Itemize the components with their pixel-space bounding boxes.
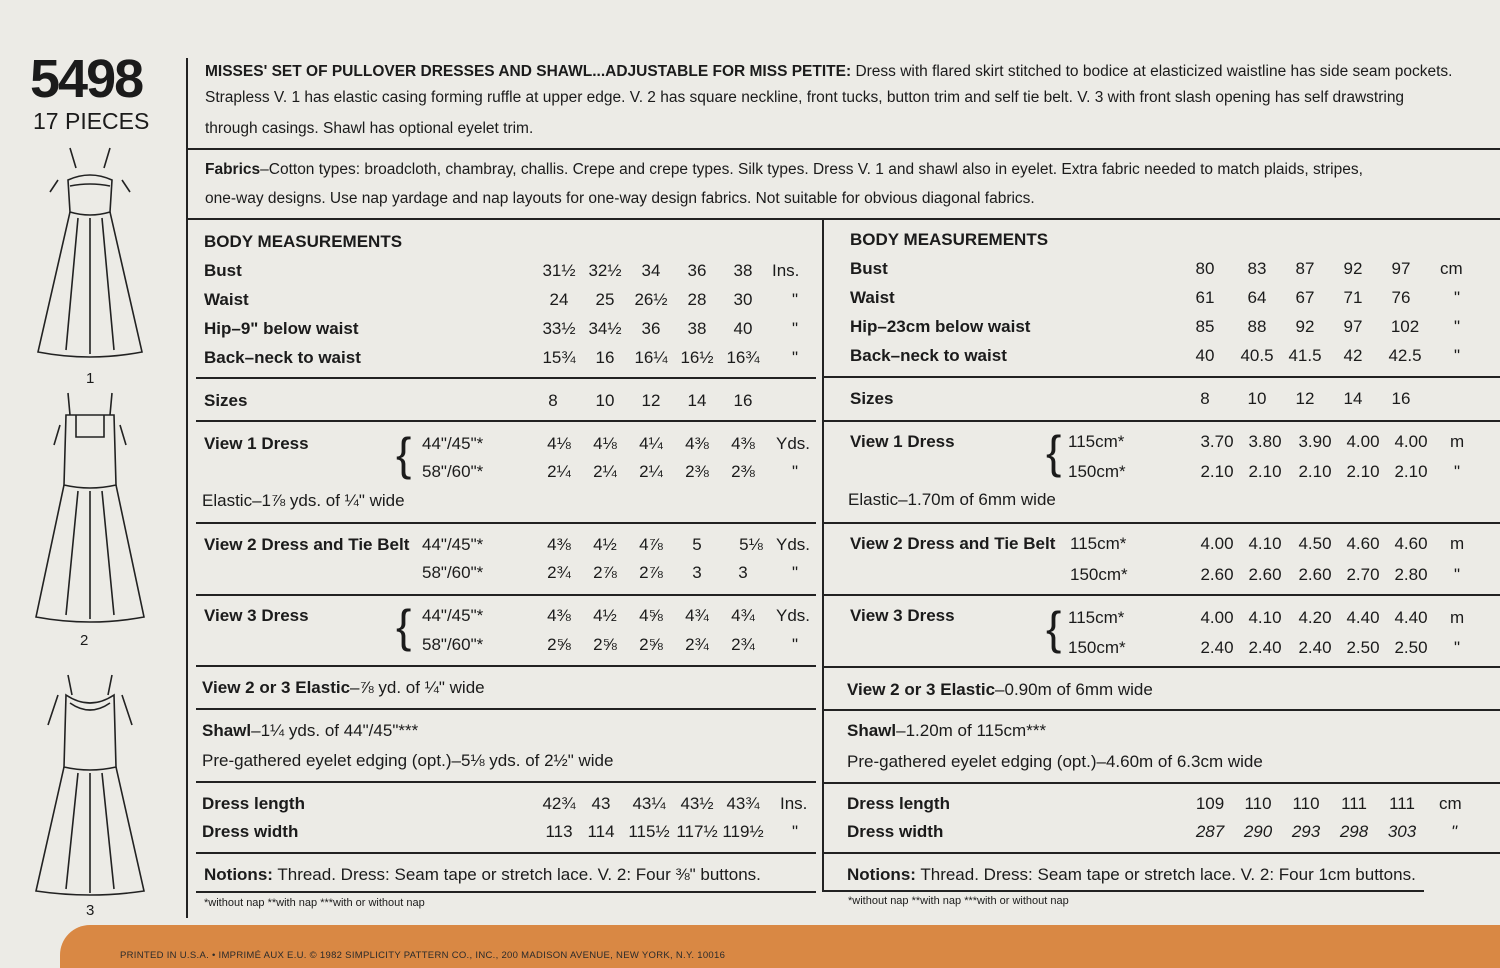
row-label: Hip–9" below waist <box>204 319 359 338</box>
divider <box>188 218 1500 220</box>
cell: 80 <box>1195 259 1215 278</box>
view-2-sketch-icon <box>30 385 150 630</box>
divider <box>196 781 816 783</box>
cell: 2.40 <box>1200 638 1234 657</box>
elastic-text: Elastic–1.70m of 6mm wide <box>848 490 1056 509</box>
cell: 33½ <box>542 319 576 338</box>
cell: 92 <box>1295 317 1315 336</box>
cell: 4⅜ <box>547 606 571 625</box>
unit: " <box>1454 638 1461 657</box>
unit: cm <box>1439 794 1462 813</box>
row-label: View 3 Dress <box>204 606 309 625</box>
shawl-text: –1¼ yds. of 44"/45"*** <box>251 721 419 740</box>
cell: 2¼ <box>593 462 617 481</box>
divider <box>824 666 1500 668</box>
cell: 3 <box>692 563 702 582</box>
imperial-hip-row <box>204 320 814 340</box>
row-label: Waist <box>850 288 895 307</box>
row-label: View 2 Dress and Tie Belt <box>204 535 410 554</box>
divider <box>196 594 816 596</box>
cell: 2.10 <box>1346 462 1380 481</box>
cell: 4⅜ <box>547 535 571 554</box>
metric-bust-row <box>850 260 1470 280</box>
imperial-heading <box>204 233 402 250</box>
cell: 4.00 <box>1346 432 1380 451</box>
cell: 290 <box>1243 822 1273 841</box>
cell: 2.10 <box>1248 462 1282 481</box>
cell: 2⅞ <box>639 563 663 582</box>
metric-hip-row <box>850 318 1470 338</box>
cell: 42.5 <box>1388 346 1422 365</box>
metric-eyelet <box>847 753 1263 770</box>
cell: 2.60 <box>1298 565 1332 584</box>
description-line-3: through casings. Shawl has optional eyelet trim. <box>205 120 534 137</box>
cell: 2.60 <box>1200 565 1234 584</box>
unit: " <box>1454 346 1461 365</box>
fabrics-label: Fabrics <box>205 161 261 178</box>
elastic-label: View 2 or 3 Elastic <box>847 680 996 699</box>
row-label: Bust <box>204 261 242 280</box>
row-label: View 1 Dress <box>204 434 309 453</box>
cell: 298 <box>1339 822 1369 841</box>
unit: " <box>792 563 799 582</box>
divider <box>196 420 816 422</box>
cell: 30 <box>733 290 753 309</box>
view-2-number: 2 <box>80 632 89 649</box>
cell: 4¾ <box>731 606 755 625</box>
unit: " <box>1454 462 1461 481</box>
cell: 97 <box>1343 317 1363 336</box>
fabric-width: 150cm* <box>1068 638 1126 657</box>
row-label: Sizes <box>204 391 248 410</box>
cell: 4.40 <box>1394 608 1428 627</box>
cell: 4.00 <box>1200 608 1234 627</box>
row-label: Waist <box>204 290 249 309</box>
imperial-dress-length-row <box>202 795 814 815</box>
row-label: View 3 Dress <box>850 606 955 625</box>
imperial-view23-elastic <box>202 679 485 696</box>
cell: 15¾ <box>542 348 576 367</box>
cell: 102 <box>1390 317 1420 336</box>
cell: 85 <box>1195 317 1215 336</box>
cell: 4⅛ <box>547 434 571 453</box>
imperial-notions <box>204 866 761 883</box>
imperial-bust-row <box>204 262 814 282</box>
fabric-width: 115cm* <box>1068 432 1125 451</box>
cell: 2.10 <box>1394 462 1428 481</box>
cell: 2.10 <box>1200 462 1234 481</box>
cell: 3.70 <box>1200 432 1234 451</box>
cell: 4.10 <box>1248 534 1282 553</box>
cell: 43½ <box>680 794 714 813</box>
cell: 113 <box>545 822 573 841</box>
cell: 40 <box>733 319 753 338</box>
divider <box>824 709 1500 711</box>
unit: Yds. <box>776 434 811 453</box>
cell: 25 <box>595 290 615 309</box>
metric-sizes-row <box>850 390 1470 410</box>
metric-shawl <box>847 722 1046 739</box>
fabrics-line-1 <box>205 162 1363 178</box>
cell: 4.10 <box>1248 608 1282 627</box>
cell: 16 <box>733 391 753 410</box>
unit: " <box>792 635 799 654</box>
metric-dress-length-row <box>847 795 1469 815</box>
divider <box>196 891 816 893</box>
notions-text: Thread. Dress: Seam tape or stretch lace. V. 2: Four ⅜" buttons. <box>272 865 761 884</box>
cell: 71 <box>1343 288 1363 307</box>
divider <box>824 376 1500 378</box>
description-line-1 <box>205 64 1452 80</box>
cell: 8 <box>548 391 558 410</box>
cell: 117½ <box>676 822 718 841</box>
cell: 2.50 <box>1346 638 1380 657</box>
cell: 4½ <box>593 606 617 625</box>
brace: { <box>396 428 412 480</box>
cell: 76 <box>1391 288 1411 307</box>
row-label: View 1 Dress <box>850 432 955 451</box>
imperial-view3-row-1 <box>204 607 814 627</box>
divider <box>824 420 1500 422</box>
brace: { <box>1046 602 1062 654</box>
cell: 8 <box>1200 389 1210 408</box>
cell: 2⅝ <box>593 635 617 654</box>
fabric-width: 58"/60"* <box>422 563 484 582</box>
cell: 2.70 <box>1346 565 1380 584</box>
divider <box>824 782 1500 784</box>
metric-view3-row-2 <box>850 639 1470 659</box>
divider <box>196 708 816 710</box>
cell: 16¾ <box>726 348 760 367</box>
divider <box>196 377 816 379</box>
cell: 31½ <box>542 261 576 280</box>
fabric-width: 115cm* <box>1068 608 1125 627</box>
unit: Yds. <box>776 535 811 554</box>
cell: 4⅝ <box>639 606 663 625</box>
row-label: Back–neck to waist <box>850 346 1007 365</box>
cell: 119½ <box>722 822 764 841</box>
cell: 4⅞ <box>639 535 663 554</box>
unit: " <box>792 319 799 338</box>
cell: 111 <box>1389 794 1415 813</box>
row-label: Dress width <box>847 822 944 841</box>
cell: 38 <box>687 319 707 338</box>
fabric-width: 44"/45"* <box>422 606 484 625</box>
cell: 2.50 <box>1394 638 1428 657</box>
cell: 24 <box>549 290 569 309</box>
cell: 3.80 <box>1248 432 1282 451</box>
imperial-shawl <box>202 722 418 739</box>
cell: 4⅛ <box>593 434 617 453</box>
cell: 14 <box>687 391 707 410</box>
shawl-label: Shawl <box>202 721 252 740</box>
cell: 2.10 <box>1298 462 1332 481</box>
fabrics-line-1-rest: –Cotton types: broadcloth, chambray, challis. Crepe and crepe types. Silk types. Dress V. 1 and shawl also in eyelet. Extra fabric needed to match plaids, stripes, <box>260 161 1363 178</box>
row-label: Dress length <box>202 794 305 813</box>
cell: 12 <box>641 391 661 410</box>
metric-dress-width-row <box>847 823 1469 843</box>
imperial-heading-text: BODY MEASUREMENTS <box>204 232 403 251</box>
cell: 2.80 <box>1394 565 1428 584</box>
cell: 4.60 <box>1346 534 1380 553</box>
cell: 43¾ <box>726 794 760 813</box>
fabrics-line-2: one-way designs. Use nap yardage and nap layouts for one-way design fabrics. Not suitable for obvious diagonal fabrics. <box>205 190 1035 207</box>
cell: 2⅞ <box>593 563 617 582</box>
cell: 3.90 <box>1298 432 1332 451</box>
cell: 111 <box>1341 794 1367 813</box>
metric-view2-row-1 <box>850 535 1470 555</box>
cell: 67 <box>1295 288 1315 307</box>
cell: 2.40 <box>1298 638 1332 657</box>
fabric-width: 150cm* <box>1068 462 1126 481</box>
cell: 32½ <box>588 261 622 280</box>
divider <box>824 522 1500 524</box>
cell: 110 <box>1244 794 1272 813</box>
cell: 109 <box>1195 794 1225 813</box>
row-label: Dress width <box>202 822 299 841</box>
brace: { <box>1046 426 1062 478</box>
cell: 2¾ <box>731 635 755 654</box>
fabric-width: 150cm* <box>1070 565 1128 584</box>
notions-label: Notions: <box>204 865 273 884</box>
cell: 110 <box>1292 794 1320 813</box>
pieces-count: 17 PIECES <box>33 108 150 134</box>
cell: 4.00 <box>1394 432 1428 451</box>
metric-view2-row-2 <box>850 566 1470 586</box>
fabric-width: 44"/45"* <box>422 535 484 554</box>
imperial-waist-row <box>204 291 814 311</box>
view-3-sketch-icon <box>30 655 150 900</box>
elastic-text: –0.90m of 6mm wide <box>995 680 1153 699</box>
cell: 42 <box>1343 346 1363 365</box>
cell: 10 <box>595 391 615 410</box>
description-title: MISSES' SET OF PULLOVER DRESSES AND SHAWL...ADJUSTABLE FOR MISS PETITE: <box>205 63 852 80</box>
unit: Ins. <box>780 794 808 813</box>
unit: " <box>792 348 799 367</box>
cell: 2⅝ <box>547 635 571 654</box>
shawl-label: Shawl <box>847 721 897 740</box>
cell: 42¾ <box>542 794 576 813</box>
row-label: Hip–23cm below waist <box>850 317 1031 336</box>
unit: Ins. <box>772 261 800 280</box>
cell: 61 <box>1195 288 1215 307</box>
divider <box>196 522 816 524</box>
cell: 16¼ <box>634 348 668 367</box>
cell: 4.60 <box>1394 534 1428 553</box>
description-line-1-rest: Dress with flared skirt stitched to bodice at elasticized waistline has side seam pockets. <box>851 63 1453 80</box>
cell: 43 <box>591 794 611 813</box>
cell: 12 <box>1295 389 1315 408</box>
elastic-text: Elastic–1⅞ yds. of ¼" wide <box>202 491 405 510</box>
metric-view1-row-1 <box>850 433 1470 453</box>
cell: 10 <box>1247 389 1267 408</box>
left-margin <box>0 0 178 968</box>
imperial-eyelet <box>202 752 613 769</box>
view-1-number: 1 <box>86 370 95 387</box>
cell: 2⅜ <box>731 462 755 481</box>
cell: 115½ <box>628 822 670 841</box>
cell: 3 <box>738 563 748 582</box>
notions-label: Notions: <box>847 865 916 884</box>
view-1-sketch-icon <box>30 140 150 370</box>
fabric-width: 58"/60"* <box>422 462 484 481</box>
row-label: Back–neck to waist <box>204 348 361 367</box>
divider <box>824 852 1500 854</box>
imperial-dress-width-row <box>202 823 814 843</box>
cell: 16½ <box>680 348 714 367</box>
row-label: Dress length <box>847 794 950 813</box>
cell: 4.50 <box>1298 534 1332 553</box>
cell: 4.00 <box>1200 534 1234 553</box>
imperial-view2-row-2 <box>204 564 814 584</box>
cell: 5 <box>692 535 702 554</box>
row-label: Sizes <box>850 389 894 408</box>
imperial-view2-row-1 <box>204 536 814 556</box>
cell: 40 <box>1195 346 1215 365</box>
shawl-text: –1.20m of 115cm*** <box>896 721 1047 740</box>
cell: 2¾ <box>685 635 709 654</box>
description-line-2: Strapless V. 1 has elastic casing forming ruffle at upper edge. V. 2 has square neckline, front tucks, button trim and self tie belt. V. 3 with front slash opening has self drawstring <box>205 89 1405 106</box>
unit: " <box>792 462 799 481</box>
divider <box>824 890 1424 892</box>
brace: { <box>396 600 412 652</box>
cell: 41.5 <box>1288 346 1322 365</box>
cell: 287 <box>1195 822 1225 841</box>
cell: 16 <box>595 348 615 367</box>
unit: " <box>1451 822 1458 841</box>
cell: 2⅜ <box>685 462 709 481</box>
cell: 4¼ <box>639 434 663 453</box>
row-label: Bust <box>850 259 888 278</box>
unit: " <box>1454 317 1461 336</box>
metric-heading-text: BODY MEASUREMENTS <box>850 230 1049 249</box>
left-divider <box>186 58 188 918</box>
cell: 4⅜ <box>685 434 709 453</box>
cell: 36 <box>641 319 661 338</box>
imperial-view1-row-2 <box>204 463 814 483</box>
cell: 88 <box>1247 317 1267 336</box>
metric-view23-elastic <box>847 681 1153 698</box>
fabric-width: 58"/60"* <box>422 635 484 654</box>
elastic-label: View 2 or 3 Elastic <box>202 678 351 697</box>
cell: 4.40 <box>1346 608 1380 627</box>
unit: m <box>1450 534 1465 553</box>
center-divider <box>822 220 824 892</box>
cell: 2¼ <box>639 462 663 481</box>
cell: 83 <box>1247 259 1267 278</box>
cell: 87 <box>1295 259 1315 278</box>
cell: 5⅛ <box>739 535 763 554</box>
unit: cm <box>1440 259 1463 278</box>
unit: Yds. <box>776 606 811 625</box>
cell: 2.40 <box>1248 638 1282 657</box>
pattern-number: 5498 <box>30 49 143 109</box>
view-3-number: 3 <box>86 902 95 919</box>
cell: 14 <box>1343 389 1363 408</box>
unit: " <box>792 822 799 841</box>
cell: 4⅜ <box>731 434 755 453</box>
metric-heading <box>850 231 1048 248</box>
metric-footnote: *without nap **with nap ***with or without nap <box>848 895 1069 907</box>
cell: 28 <box>687 290 707 309</box>
metric-view3-row-1 <box>850 609 1470 629</box>
cell: 2.60 <box>1248 565 1282 584</box>
metric-waist-row <box>850 289 1470 309</box>
cell: 36 <box>687 261 707 280</box>
envelope-flap <box>60 925 1500 968</box>
cell: 2⅝ <box>639 635 663 654</box>
cell: 38 <box>733 261 753 280</box>
cell: 64 <box>1247 288 1267 307</box>
cell: 4.20 <box>1298 608 1332 627</box>
cell: 26½ <box>634 290 668 309</box>
cell: 2¾ <box>547 563 571 582</box>
cell: 4½ <box>593 535 617 554</box>
imperial-view3-row-2 <box>204 636 814 656</box>
imperial-sizes-row <box>204 392 814 412</box>
cell: 97 <box>1391 259 1411 278</box>
imperial-view1-elastic <box>202 492 405 509</box>
cell: 303 <box>1387 822 1417 841</box>
divider <box>188 148 1500 150</box>
cell: 16 <box>1391 389 1411 408</box>
printed-line: PRINTED IN U.S.A. • IMPRIMÉ AUX E.U. © 1982 SIMPLICITY PATTERN CO., INC., 200 MADISON AVENUE, NEW YORK, N.Y. 10016 <box>120 950 726 961</box>
imperial-back-row <box>204 349 814 369</box>
divider <box>196 665 816 667</box>
unit: " <box>792 290 799 309</box>
notions-text: Thread. Dress: Seam tape or stretch lace. V. 2: Four 1cm buttons. <box>915 865 1416 884</box>
unit: " <box>1454 565 1461 584</box>
imperial-view1-row-1 <box>204 435 814 455</box>
metric-notions <box>847 866 1416 883</box>
eyelet-text: Pre-gathered eyelet edging (opt.)–4.60m of 6.3cm wide <box>847 752 1263 771</box>
cell: 293 <box>1291 822 1321 841</box>
cell: 34 <box>641 261 661 280</box>
eyelet-text: Pre-gathered eyelet edging (opt.)–5⅛ yds. of 2½" wide <box>202 751 614 770</box>
row-label: View 2 Dress and Tie Belt <box>850 534 1056 553</box>
unit: m <box>1450 432 1465 451</box>
metric-back-row <box>850 347 1470 367</box>
fabric-width: 44"/45"* <box>422 434 484 453</box>
cell: 43¼ <box>632 794 666 813</box>
cell: 40.5 <box>1240 346 1274 365</box>
imperial-footnote: *without nap **with nap ***with or without nap <box>204 897 425 909</box>
cell: 92 <box>1343 259 1363 278</box>
elastic-text: –⅞ yd. of ¼" wide <box>350 678 485 697</box>
fabric-width: 115cm* <box>1070 534 1127 553</box>
metric-view1-elastic <box>848 491 1056 508</box>
cell: 2¼ <box>547 462 571 481</box>
cell: 114 <box>587 822 615 841</box>
unit: " <box>1454 288 1461 307</box>
metric-view1-row-2 <box>850 463 1470 483</box>
cell: 4¾ <box>685 606 709 625</box>
cell: 34½ <box>588 319 622 338</box>
divider <box>824 594 1500 596</box>
unit: m <box>1450 608 1465 627</box>
divider <box>196 852 816 854</box>
